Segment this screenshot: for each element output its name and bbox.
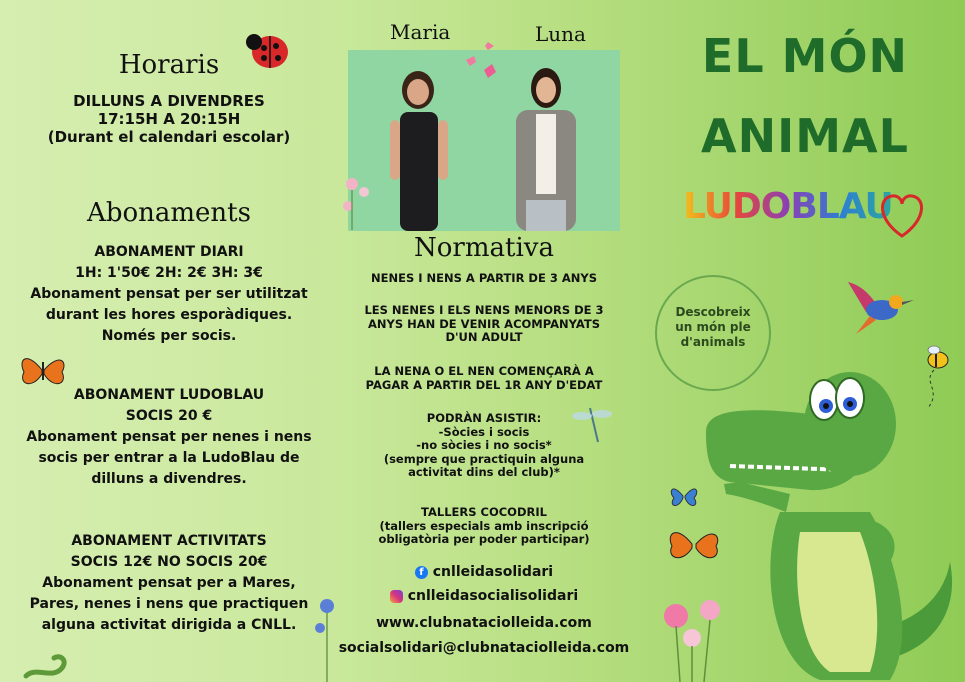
abonament-desc: socis per entrar a la LudoBlau de [38, 450, 300, 466]
horaris-text [0, 92, 338, 146]
rule-line: ANYS HAN DE VENIR ACOMPANYATS [367, 316, 601, 331]
rule-line: PODRÀN ASISTIR: [426, 411, 542, 425]
abonament-desc: durant les hores esporàdiques. [45, 307, 293, 323]
bird-icon [842, 272, 914, 338]
facebook-handle: cnlleidasolidari [432, 564, 554, 580]
name-maria: Maria [390, 20, 451, 44]
abonament-title: ABONAMENT DIARI [94, 244, 244, 260]
rule-line: activitat dins del club)* [408, 465, 560, 479]
email-link[interactable]: socialsolidari@clubnataciolleida.com [338, 640, 630, 656]
rule-line: PAGAR A PARTIR DEL 1R ANY D'EDAT [365, 377, 603, 392]
abonament-desc: Només per socis. [101, 328, 237, 344]
abonament-title: ABONAMENT LUDOBLAU [73, 387, 265, 403]
horaris-line: (Durant el calendari escolar) [47, 128, 291, 146]
ludoblau-logo-text: LUDOBLAU [683, 186, 893, 227]
abonament-desc: Abonament pensat per nenes i nens [26, 429, 312, 445]
abonament-desc: alguna activitat dirigida a CNLL. [41, 617, 297, 633]
crocodile-mascot-icon [700, 362, 962, 682]
abonament-diari [0, 242, 338, 347]
horaris-line: DILLUNS A DIVENDRES [73, 92, 265, 110]
abonament-ludoblau [0, 385, 338, 490]
abonament-prices: SOCIS 12€ NO SOCIS 20€ [70, 554, 268, 570]
abonament-prices: SOCIS 20 € [125, 408, 213, 424]
rule-line: (sempre que practiquin alguna [383, 451, 585, 466]
discover-text [657, 305, 769, 350]
rule-line: obligatòria per poder participar) [378, 532, 590, 546]
main-title-line1: EL MÓN [701, 29, 909, 83]
ludoblau-logo [683, 186, 893, 227]
snake-icon [22, 646, 72, 682]
facebook-icon: f [415, 566, 428, 579]
abonament-title: ABONAMENT ACTIVITATS [71, 533, 267, 549]
normativa-title: Normativa [414, 233, 554, 263]
abonament-prices: 1H: 1'50€ 2H: 2€ 3H: 3€ [75, 265, 263, 281]
name-luna: Luna [535, 22, 586, 46]
rule-line: NENES I NENS A PARTIR DE 3 ANYS [371, 271, 597, 285]
rule-line: -no sòcies i no socis* [416, 438, 552, 452]
rule-line: D'UN ADULT [445, 330, 523, 344]
horaris-title: Horaris [118, 50, 220, 80]
discover-line: un món ple [675, 320, 751, 334]
blue-butterfly-icon [668, 482, 700, 512]
discover-line: Descobreix [675, 305, 751, 319]
website-link[interactable]: www.clubnataciolleida.com [376, 615, 592, 631]
abonament-desc: Abonament pensat per a Mares, [42, 575, 296, 591]
flowers-icon [338, 172, 378, 232]
instagram-handle: cnlleidasocialisolidari [407, 588, 579, 604]
abonaments-title: Abonaments [87, 198, 251, 228]
heart-logo-icon [872, 186, 932, 242]
abonament-desc: dilluns a divendres. [91, 471, 247, 487]
main-title-line2: ANIMAL [701, 109, 909, 163]
discover-line: d'animals [680, 335, 746, 349]
rule-line: TALLERS COCODRIL [421, 505, 547, 519]
abonament-desc: Abonament pensat per ser utilitzat [30, 286, 308, 302]
abonament-desc: Pares, nenes i nens que practiquen [29, 596, 309, 612]
butterfly-icon [16, 348, 68, 392]
rule-line: (tallers especials amb inscripció [379, 518, 589, 533]
abonament-activitats [0, 531, 338, 636]
ladybug-icon [242, 28, 290, 72]
butterflies-icon [462, 38, 508, 90]
rule-line: -Sòcies i socis [438, 424, 530, 439]
rule-line: LA NENA O EL NEN COMENÇARÀ A [374, 364, 594, 378]
rule-line: LES NENES I ELS NENS MENORS DE 3 [364, 303, 604, 317]
left-column [0, 0, 338, 682]
horaris-line: 17:15H A 20:15H [97, 110, 241, 128]
